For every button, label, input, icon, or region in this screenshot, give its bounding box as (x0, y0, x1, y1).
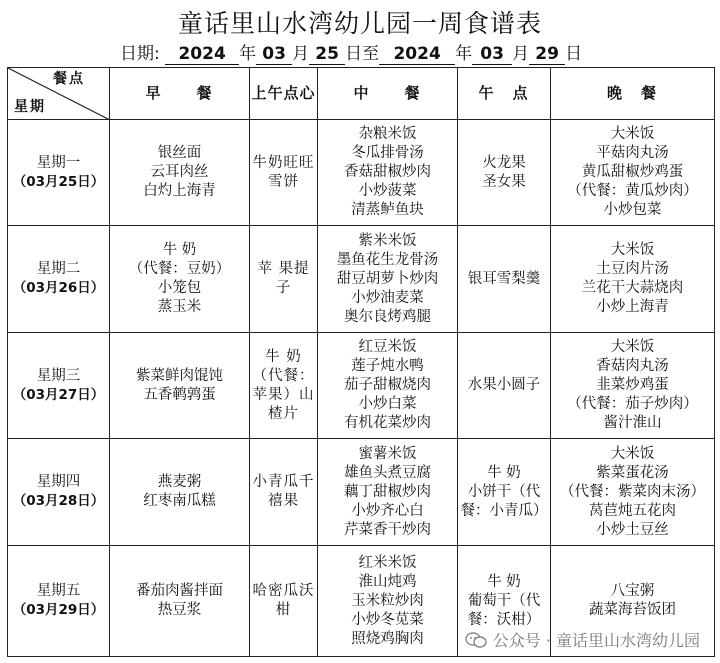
lunch-item: 雄鱼头煮豆腐 (344, 464, 431, 481)
weekday-date: （03月29日） (12, 602, 105, 618)
dinner-cell (551, 120, 715, 226)
lunch-item: 红米米饭 (358, 554, 417, 571)
dinner-item: 香菇肉丸汤 (596, 358, 669, 374)
breakfast-item: 番茄肉酱拌面 (136, 583, 223, 599)
breakfast-cell (110, 333, 250, 439)
lunch-item: 甜豆胡萝卜炒肉 (336, 270, 439, 287)
breakfast-cell (110, 226, 250, 333)
weekday-date: （03月28日） (12, 493, 105, 509)
morning-snack-cell (250, 333, 318, 439)
morning-snack-item: 牛奶旺旺雪饼 (252, 154, 315, 190)
breakfast-cell (110, 439, 250, 546)
date-label: 日期: (120, 44, 160, 64)
lunch-item: 冬瓜排骨汤 (351, 145, 424, 161)
weekday-cell (8, 120, 110, 226)
weekday-label: 星期三 (36, 367, 81, 384)
breakfast-cell (110, 120, 250, 226)
date-range (120, 39, 582, 63)
day-char: 日 (565, 44, 583, 64)
lunch-item: 小炒油麦菜 (351, 289, 424, 306)
morning-snack-cell (250, 120, 318, 226)
morning-snack-cell (250, 546, 318, 657)
corner-header-cell (8, 68, 110, 120)
corner-weekday-label: 星期 (14, 99, 46, 115)
lunch-cell (318, 333, 458, 439)
lunch-item: 墨鱼花生龙骨汤 (336, 251, 439, 268)
start-day: 25 (309, 44, 345, 65)
breakfast-cell (110, 546, 250, 657)
lunch-item: 芹菜香干炒肉 (344, 521, 431, 538)
afternoon-snack-item: 牛 奶 (487, 464, 521, 481)
lunch-cell (318, 546, 458, 657)
breakfast-item: 银丝面 (157, 145, 202, 161)
weekday-label: 星期二 (36, 261, 81, 277)
end-day: 29 (529, 44, 565, 65)
dinner-item: 小炒土豆丝 (596, 521, 669, 538)
wechat-icon (465, 631, 487, 649)
breakfast-item: 五香鹌鹑蛋 (143, 386, 216, 403)
weekday-cell (8, 439, 110, 546)
lunch-cell (318, 439, 458, 546)
year-char: 年 (455, 44, 473, 64)
dinner-item: 酱汁淮山 (603, 415, 662, 431)
lunch-item: 紫米米饭 (358, 232, 417, 249)
dinner-item: 大米饭 (610, 126, 655, 142)
corner-meal-label: 餐点 (53, 71, 85, 87)
morning-snack-item: 哈密瓜沃 柑 (252, 583, 315, 618)
table-row (8, 333, 715, 439)
afternoon-snack-item: 圣女果 (482, 173, 526, 190)
dinner-item: 平菇肉丸汤 (596, 145, 669, 161)
lunch-item: 小炒菠菜 (358, 183, 417, 199)
table-row (8, 120, 715, 226)
lunch-item: 茄子甜椒烧肉 (344, 377, 431, 393)
lunch-item: 藕丁甜椒炒肉 (344, 483, 431, 500)
breakfast-item: 云耳肉丝 (150, 164, 209, 180)
end-year: 2024 (379, 44, 455, 65)
lunch-item: 奥尔良烤鸡腿 (344, 308, 431, 325)
afternoon-snack-cell (458, 120, 551, 226)
lunch-item: 红豆米饭 (358, 339, 417, 355)
table-row (8, 439, 715, 546)
weekly-menu-table (7, 67, 715, 657)
afternoon-snack-item: 火龙果 (482, 154, 526, 171)
dinner-item: 八宝粥 (610, 583, 655, 599)
year-char: 年 (239, 44, 257, 64)
morning-snack-item: 牛 奶（代餐：苹果）山楂片 (252, 348, 315, 422)
lunch-item: 莲子炖水鸭 (351, 358, 424, 374)
lunch-header: 中 餐 (318, 68, 458, 120)
breakfast-item: 热豆浆 (157, 602, 202, 618)
lunch-item: 淮山炖鸡 (358, 573, 417, 590)
breakfast-item: 牛 奶 (162, 242, 197, 258)
breakfast-header: 早 餐 (110, 68, 250, 120)
lunch-item: 清蒸鲈鱼块 (351, 202, 424, 218)
lunch-item: 有机花菜炒肉 (344, 415, 431, 431)
morning-snack-header: 上午点心 (250, 68, 318, 120)
dinner-item: 小炒上海青 (596, 299, 669, 315)
lunch-item: 小炒白菜 (358, 396, 417, 412)
morning-snack-cell (250, 226, 318, 333)
dinner-item: 大米饭 (610, 339, 655, 355)
dinner-item: 紫菜蛋花汤 (596, 464, 669, 481)
lunch-item: 小炒齐心白 (351, 502, 424, 519)
dinner-item: 韭菜炒鸡蛋 (596, 377, 669, 393)
dinner-item: 黄瓜甜椒炒鸡蛋 (581, 164, 684, 180)
dinner-item: 土豆肉片汤 (596, 261, 669, 277)
afternoon-snack-item: 牛 奶 (487, 573, 521, 590)
header-row (8, 68, 715, 120)
afternoon-snack-cell (458, 439, 551, 546)
lunch-item: 蜜薯米饭 (358, 445, 417, 462)
dinner-item: （代餐：紫菜肉末汤） (560, 483, 705, 500)
start-year: 2024 (165, 44, 239, 65)
dinner-item: 大米饭 (610, 242, 655, 258)
dinner-item: 蔬菜海苔饭团 (589, 602, 676, 618)
breakfast-item: 小笼包 (157, 280, 202, 296)
afternoon-snack-cell (458, 226, 551, 333)
dinner-item: 大米饭 (610, 445, 655, 462)
morning-snack-item: 苹 果提 子 (257, 261, 310, 296)
watermark-text: 公众号 · 童话里山水湾幼儿园 (492, 631, 700, 650)
breakfast-item: 蒸玉米 (157, 299, 202, 315)
table-row (8, 226, 715, 333)
afternoon-snack-item: 小饼干（代餐：小青瓜） (460, 483, 548, 519)
month-char: 月 (292, 44, 310, 64)
afternoon-snack-item: 葡萄干（代餐：沃柑） (467, 592, 541, 628)
breakfast-item: （代餐：豆奶） (128, 261, 231, 277)
start-month: 03 (256, 44, 292, 65)
lunch-item: 玉米粒炒肉 (351, 592, 424, 609)
dinner-cell (551, 439, 715, 546)
morning-snack-cell (250, 439, 318, 546)
dinner-item: 兰花干大蒜烧肉 (581, 280, 684, 296)
dinner-cell (551, 333, 715, 439)
dinner-item: （代餐：黄瓜炒肉） (567, 183, 698, 199)
lunch-cell (318, 120, 458, 226)
weekday-label: 星期四 (36, 474, 81, 490)
breakfast-item: 紫菜鲜肉馄饨 (136, 367, 223, 384)
weekday-label: 星期一 (36, 154, 81, 171)
month-char: 月 (512, 44, 530, 64)
weekday-cell (8, 546, 110, 657)
weekday-date: （03月25日） (12, 173, 105, 190)
breakfast-item: 燕麦粥 (157, 474, 202, 490)
weekday-date: （03月26日） (12, 280, 105, 296)
dinner-item: （代餐：茄子炒肉） (567, 396, 698, 412)
afternoon-snack-item: 银耳雪梨羹 (467, 270, 541, 287)
end-month: 03 (472, 44, 512, 65)
lunch-cell (318, 226, 458, 333)
weekday-date: （03月27日） (12, 386, 105, 403)
weekday-cell (8, 226, 110, 333)
lunch-item: 杂粮米饭 (358, 126, 417, 142)
afternoon-snack-item: 水果小圆子 (467, 377, 541, 393)
afternoon-snack-header: 午 点 (458, 68, 551, 120)
morning-snack-item: 小青瓜千禧果 (252, 474, 315, 509)
weekday-cell (8, 333, 110, 439)
afternoon-snack-cell (458, 333, 551, 439)
dinner-cell (551, 226, 715, 333)
dinner-header: 晚 餐 (551, 68, 715, 120)
day-to-text: 日至 (345, 44, 380, 64)
weekday-label: 星期五 (36, 583, 81, 599)
page-title: 童话里山水湾幼儿园一周食谱表 (177, 9, 542, 38)
lunch-item: 照烧鸡胸肉 (351, 630, 424, 647)
watermark (465, 628, 700, 651)
dinner-item: 小炒包菜 (603, 202, 662, 218)
lunch-item: 香菇甜椒炒肉 (344, 164, 431, 180)
breakfast-item: 白灼上海青 (143, 183, 216, 199)
lunch-item: 小炒冬苋菜 (351, 611, 424, 628)
dinner-item: 莴苣炖五花肉 (589, 502, 676, 519)
breakfast-item: 红枣南瓜糕 (143, 493, 216, 509)
